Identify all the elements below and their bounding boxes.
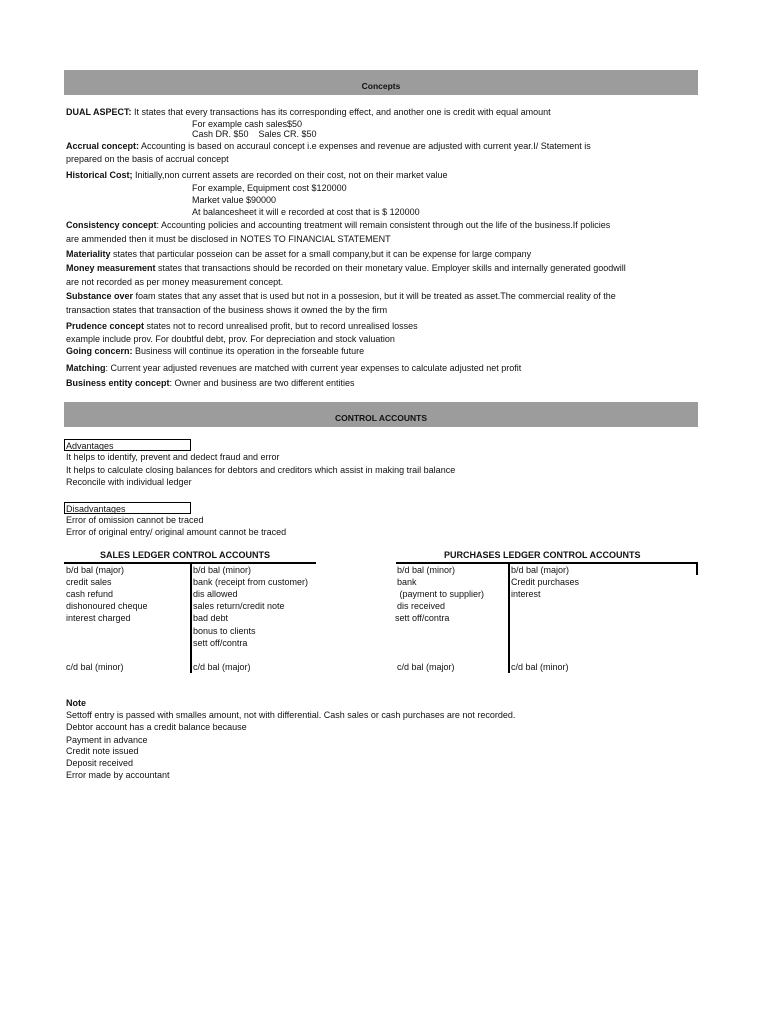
prudence-line-2: example include prov. For doubtful debt, prov. For depreciation and stock valuation — [66, 334, 395, 344]
advantages-label: Advantages — [64, 439, 191, 451]
money-line-2: are not recorded as per money measurement concept. — [66, 277, 284, 287]
advantage-item: It helps to identify, prevent and dedect fraud and error — [66, 452, 280, 462]
sales-credit-entry: bank (receipt from customer) — [193, 577, 309, 587]
substance-text: foam states that any asset that is used but not in a possesion, but it will be treated as asset.The commercial reality of the — [133, 291, 616, 301]
substance-line — [66, 291, 616, 302]
dual-aspect-example-1: For example cash sales$50 — [192, 119, 303, 129]
dual-aspect-text: It states that every transactions has its corresponding effect, and another one is credit with equal amount — [131, 107, 551, 117]
note-line: Error made by accountant — [66, 770, 170, 780]
dual-aspect-line — [66, 107, 551, 118]
sales-debit-entry: dishonoured cheque — [66, 601, 148, 611]
note-line: Payment in advance — [66, 735, 148, 745]
sales-debit-entry: b/d bal (major) — [66, 565, 125, 575]
matching-term: Matching — [66, 363, 106, 373]
advantage-item: It helps to calculate closing balances for debtors and creditors which assist in making trail balance — [66, 465, 456, 475]
advantage-item: Reconcile with individual ledger — [66, 477, 192, 487]
note-line: Settoff entry is passed with smalles amount, not with differential. Cash sales or cash purchases are not recorded. — [66, 710, 516, 720]
sales-debit-entry: cash refund — [66, 589, 114, 599]
going-concern-line — [66, 346, 364, 357]
sales-credit-entry: bonus to clients — [193, 626, 256, 636]
note-line: Debtor account has a credit balance because — [66, 722, 247, 732]
sales-credit-closing: c/d bal (major) — [193, 662, 251, 672]
substance-line-2: transaction states that transaction of the business shows it owned the by the firm — [66, 305, 388, 315]
note-title: Note — [66, 698, 86, 708]
historical-example-1: For example, Equipment cost $120000 — [192, 183, 347, 193]
sales-debit-entry: credit sales — [66, 577, 112, 587]
purchases-credit-entry: interest — [511, 589, 541, 599]
purchases-debit-entry: (payment to supplier) — [397, 589, 485, 599]
purchases-credit-closing: c/d bal (minor) — [511, 662, 569, 672]
money-line — [66, 263, 626, 274]
purchases-debit-entry: b/d bal (minor) — [397, 565, 456, 575]
sales-credit-entry: sett off/contra — [193, 638, 248, 648]
disadvantage-item: Error of omission cannot be traced — [66, 515, 204, 525]
consistency-line-2: are ammended then it must be disclosed in NOTES TO FINANCIAL STATEMENT — [66, 234, 391, 244]
materiality-term: Materiality — [66, 249, 111, 259]
historical-example-2: Market value $90000 — [192, 195, 277, 205]
sales-ledger-title: SALES LEDGER CONTROL ACCOUNTS — [100, 550, 271, 560]
purchases-ledger-title: PURCHASES LEDGER CONTROL ACCOUNTS — [444, 550, 641, 560]
going-concern-term: Going concern: — [66, 346, 133, 356]
accrual-line — [66, 141, 591, 152]
accrual-term: Accrual concept: — [66, 141, 140, 151]
concepts-header: Concepts — [64, 70, 698, 95]
purchases-credit-entry: Credit purchases — [511, 577, 580, 587]
entity-text: : Owner and business are two different entities — [169, 378, 355, 388]
sales-debit-entry: interest charged — [66, 613, 131, 623]
consistency-text: : Accounting policies and accounting treatment will remain consistent through out the life of the business.If policies — [156, 220, 611, 230]
historical-term: Historical Cost; — [66, 170, 133, 180]
purchases-ledger-right-tick — [696, 563, 698, 575]
purchases-credit-entry: b/d bal (major) — [511, 565, 570, 575]
disadvantages-label: Disadvantages — [64, 502, 191, 514]
substance-term: Substance over — [66, 291, 134, 301]
sales-debit-closing: c/d bal (minor) — [66, 662, 124, 672]
purchases-debit-entry: dis received — [397, 601, 446, 611]
accrual-line-2: prepared on the basis of accrual concept — [66, 154, 229, 164]
purchases-ledger-divider — [508, 563, 510, 673]
sales-credit-entry: dis allowed — [193, 589, 238, 599]
money-text: states that transactions should be recorded on their monetary value. Employer skills and internally generated goodwill — [155, 263, 626, 273]
materiality-text: states that particular posseion can be asset for a small company,but it can be expense for large company — [110, 249, 532, 259]
materiality-line — [66, 249, 531, 260]
consistency-line — [66, 220, 610, 231]
matching-line — [66, 363, 521, 374]
note-line: Deposit received — [66, 758, 134, 768]
consistency-term: Consistency concept — [66, 220, 157, 230]
entity-line — [66, 378, 354, 389]
purchases-debit-entry: sett off/contra — [395, 613, 450, 623]
sales-credit-entry: bad debt — [193, 613, 229, 623]
sales-credit-entry: sales return/credit note — [193, 601, 285, 611]
sales-ledger-divider — [190, 563, 192, 673]
prudence-text: states not to record unrealised profit, but to record unrealised losses — [144, 321, 418, 331]
dual-aspect-example-2: Cash DR. $50 Sales CR. $50 — [192, 129, 317, 139]
prudence-line — [66, 321, 418, 332]
historical-line — [66, 170, 448, 181]
accrual-text: Accounting is based on accuraul concept i.e expenses and revenue are adjusted with current year.I/ Statement is — [139, 141, 591, 151]
purchases-debit-closing: c/d bal (major) — [397, 662, 455, 672]
sales-credit-entry: b/d bal (minor) — [193, 565, 252, 575]
note-line: Credit note issued — [66, 746, 139, 756]
going-concern-text: Business will continue its operation in the forseable future — [132, 346, 365, 356]
money-term: Money measurement — [66, 263, 156, 273]
historical-text: Initially,non current assets are recorded on their cost, not on their market value — [132, 170, 448, 180]
matching-text: : Current year adjusted revenues are matched with current year expenses to calculate adjusted net profit — [105, 363, 522, 373]
historical-example-3: At balancesheet it will e recorded at cost that is $ 120000 — [192, 207, 420, 217]
disadvantage-item: Error of original entry/ original amount cannot be traced — [66, 527, 287, 537]
dual-aspect-term: DUAL ASPECT: — [66, 107, 132, 117]
purchases-debit-entry: bank — [397, 577, 417, 587]
prudence-term: Prudence concept — [66, 321, 145, 331]
entity-term: Business entity concept — [66, 378, 170, 388]
control-accounts-header: CONTROL ACCOUNTS — [64, 402, 698, 427]
